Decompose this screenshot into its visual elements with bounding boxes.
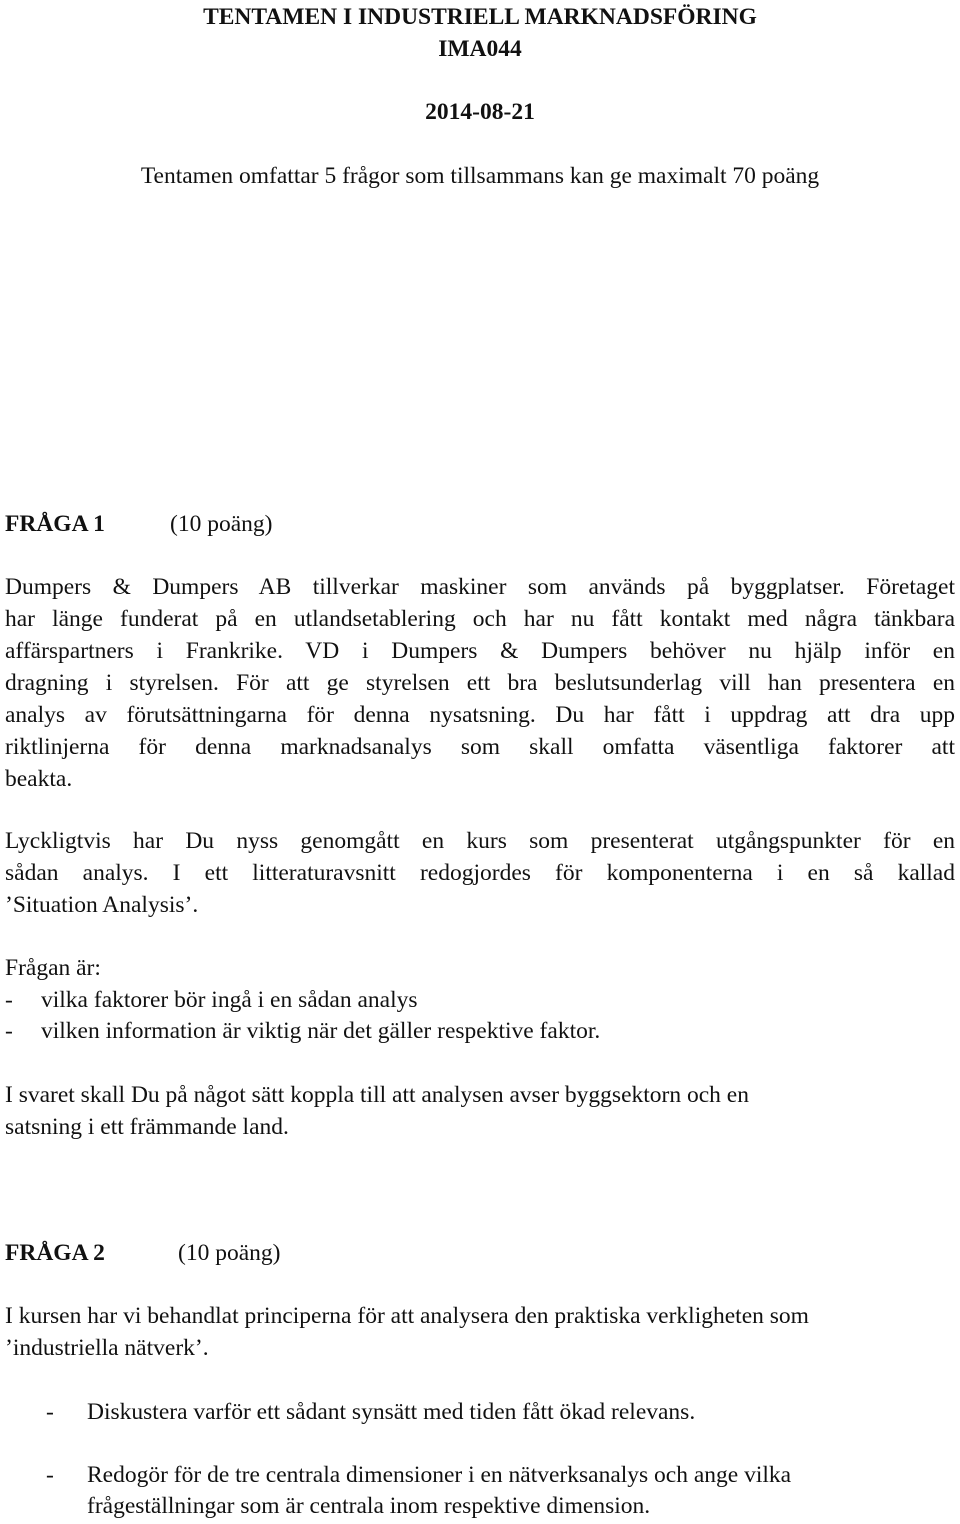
q1-question-label: Frågan är: (5, 955, 101, 981)
q1-points: (10 poäng) (170, 511, 273, 537)
q1-p2-line: sådan analys. I ett litteraturavsnitt redogjordes för komponenterna i en så kallad (5, 860, 955, 886)
q1-p1-line: beakta. (5, 766, 73, 792)
list-item: vilka faktorer bör ingå i en sådan analys (41, 987, 418, 1013)
q1-p1-line: Dumpers & Dumpers AB tillverkar maskiner som används på byggplatser. Företaget (5, 574, 955, 600)
list-dash: - (5, 987, 13, 1013)
q2-heading: FRÅGA 2 (5, 1240, 105, 1266)
q1-note-line: satsning i ett främmande land. (5, 1114, 289, 1140)
q1-p1-line: har länge funderat på en utlandsetablering och har nu fått kontakt med några tänkbara (5, 606, 955, 632)
list-dash: - (46, 1399, 54, 1425)
q2-points: (10 poäng) (178, 1240, 281, 1266)
q1-p1-line: affärspartners i Frankrike. VD i Dumpers & Dumpers behöver nu hjälp inför en (5, 638, 955, 664)
q2-intro-line: ’industriella nätverk’. (5, 1335, 209, 1361)
q1-p1-line: riktlinjerna för denna marknadsanalys som skall omfatta väsentliga faktorer att (5, 734, 955, 760)
q2-intro-line: I kursen har vi behandlat principerna för att analysera den praktiska verkligheten som (5, 1303, 809, 1329)
q1-p2-line: ’Situation Analysis’. (5, 892, 199, 918)
list-item: vilken information är viktig när det gäller respektive faktor. (41, 1018, 601, 1044)
exam-intro: Tentamen omfattar 5 frågor som tillsammans kan ge maximalt 70 poäng (140, 163, 820, 189)
list-item: Diskustera varför ett sådant synsätt med tiden fått ökad relevans. (87, 1399, 696, 1425)
q1-note-line: I svaret skall Du på något sätt koppla till att analysen avser byggsektorn och en (5, 1082, 749, 1108)
q1-heading: FRÅGA 1 (5, 511, 105, 537)
list-item-continuation: frågeställningar som är centrala inom respektive dimension. (87, 1493, 651, 1519)
q1-p2-line: Lyckligtvis har Du nyss genomgått en kurs som presenterat utgångspunkter för en (5, 828, 955, 854)
list-dash: - (5, 1018, 13, 1044)
list-dash: - (46, 1462, 54, 1488)
q1-p1-line: analys av förutsättningarna för denna nysatsning. Du har fått i uppdrag att dra upp (5, 702, 955, 728)
q1-p1-line: dragning i styrelsen. För att ge styrelsen ett bra beslutsunderlag vill han presentera en (5, 670, 955, 696)
exam-title: TENTAMEN I INDUSTRIELL MARKNADSFÖRING (203, 4, 757, 30)
course-code: IMA044 (438, 36, 522, 62)
exam-date: 2014-08-21 (425, 99, 535, 125)
list-item: Redogör för de tre centrala dimensioner i en nätverksanalys och ange vilka (87, 1462, 792, 1488)
